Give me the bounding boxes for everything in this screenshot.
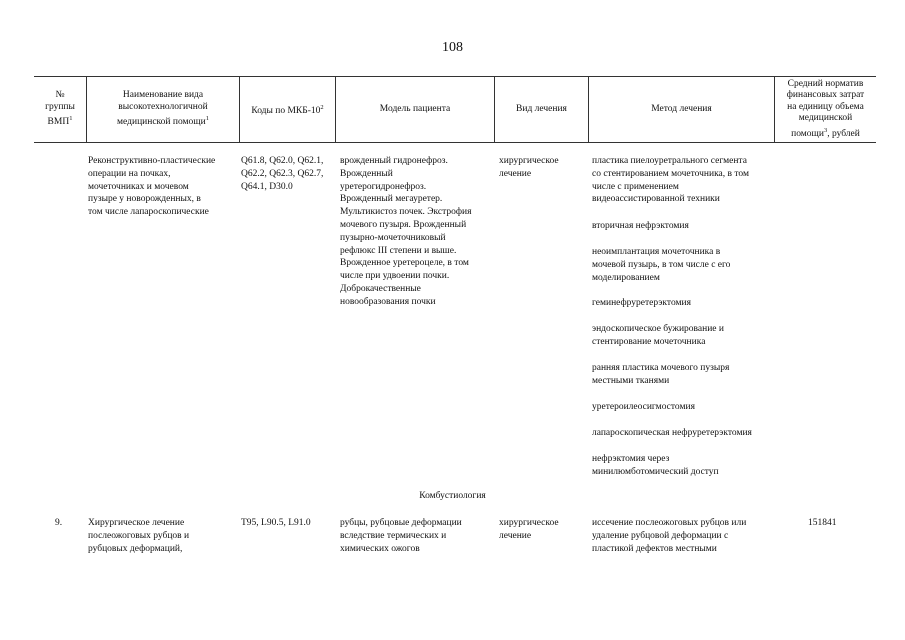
- row1-type: хирургическое лечение: [499, 156, 559, 179]
- header-cost: Средний норматив финансовых затрат на единицу объема медицинской помощи$^3$, рублей: [786, 78, 865, 139]
- row1-method-9: нефрэктомия через минилюмботомический доступ: [592, 454, 719, 477]
- row2-name: Хирургическое лечение послеожоговых рубцов и рубцовых деформаций,: [88, 518, 190, 554]
- header-codes: Коды по МКБ-$10^2$: [251, 103, 324, 116]
- row1-method-7: уретероилеосигмостомия: [592, 402, 695, 412]
- table-header: [34, 76, 876, 143]
- header-type: Вид лечения: [516, 103, 567, 114]
- row1-method-6: ранняя пластика мочевого пузыря местными тканями: [592, 363, 730, 386]
- row1-method-1: пластика пиелоуретрального сегмента со стентированием мочеточника, в том числе с применением видеоассистированной техники: [592, 156, 749, 205]
- row2-type: хирургическое лечение: [499, 518, 559, 541]
- row1-codes: Q61.8, Q62.0, Q62.1, Q62.2, Q62.3, Q62.7, Q64.1, D30.0: [241, 156, 324, 192]
- row1-model: врожденный гидронефроз. Врожденный уретерогидронефроз. Врожденный мегауретер. Мультикистоз почек. Экстрофия мочевого пузыря. Врожденный пузырно-мочеточниковый рефлюкс III степени и выше. Врожденное уретероцеле, в том числе при удвоении почки. Доброкачественные новообразования почки: [340, 156, 472, 307]
- row1-name: Реконструктивно-пластические операции на почках, мочеточниках и мочевом пузыре у новорожденных, в том числе лапароскопические: [88, 156, 216, 218]
- header-group: № группы ВМП$^1$: [45, 90, 75, 128]
- section-title: Комбустиология: [419, 491, 486, 501]
- row2-number: 9.: [55, 518, 63, 528]
- row1-method-3: неоимплантация мочеточника в мочевой пузырь, в том числе с его моделированием: [592, 247, 731, 283]
- row2-model: рубцы, рубцовые деформации вследствие термических и химических ожогов: [340, 518, 462, 554]
- header-method: Метод лечения: [651, 103, 712, 114]
- row1-method-4: геминефруретерэктомия: [592, 298, 691, 308]
- row2-cost: 151841: [808, 518, 837, 528]
- header-name: Наименование вида высокотехнологичной медицинской помощи$^1$: [117, 90, 209, 128]
- page-number: 108: [442, 40, 463, 55]
- row2-codes: T95, L90.5, L91.0: [241, 518, 311, 528]
- row1-method-2: вторичная нефрэктомия: [592, 221, 689, 231]
- row2-method: иссечение послеожоговых рубцов или удаление рубцовой деформации с пластикой дефектов местными: [592, 518, 747, 554]
- row1-method-8: лапароскопическая нефруретерэктомия: [592, 428, 752, 438]
- row1-method-5: эндоскопическое бужирование и стентирование мочеточника: [592, 324, 724, 347]
- header-model: Модель пациента: [379, 103, 451, 114]
